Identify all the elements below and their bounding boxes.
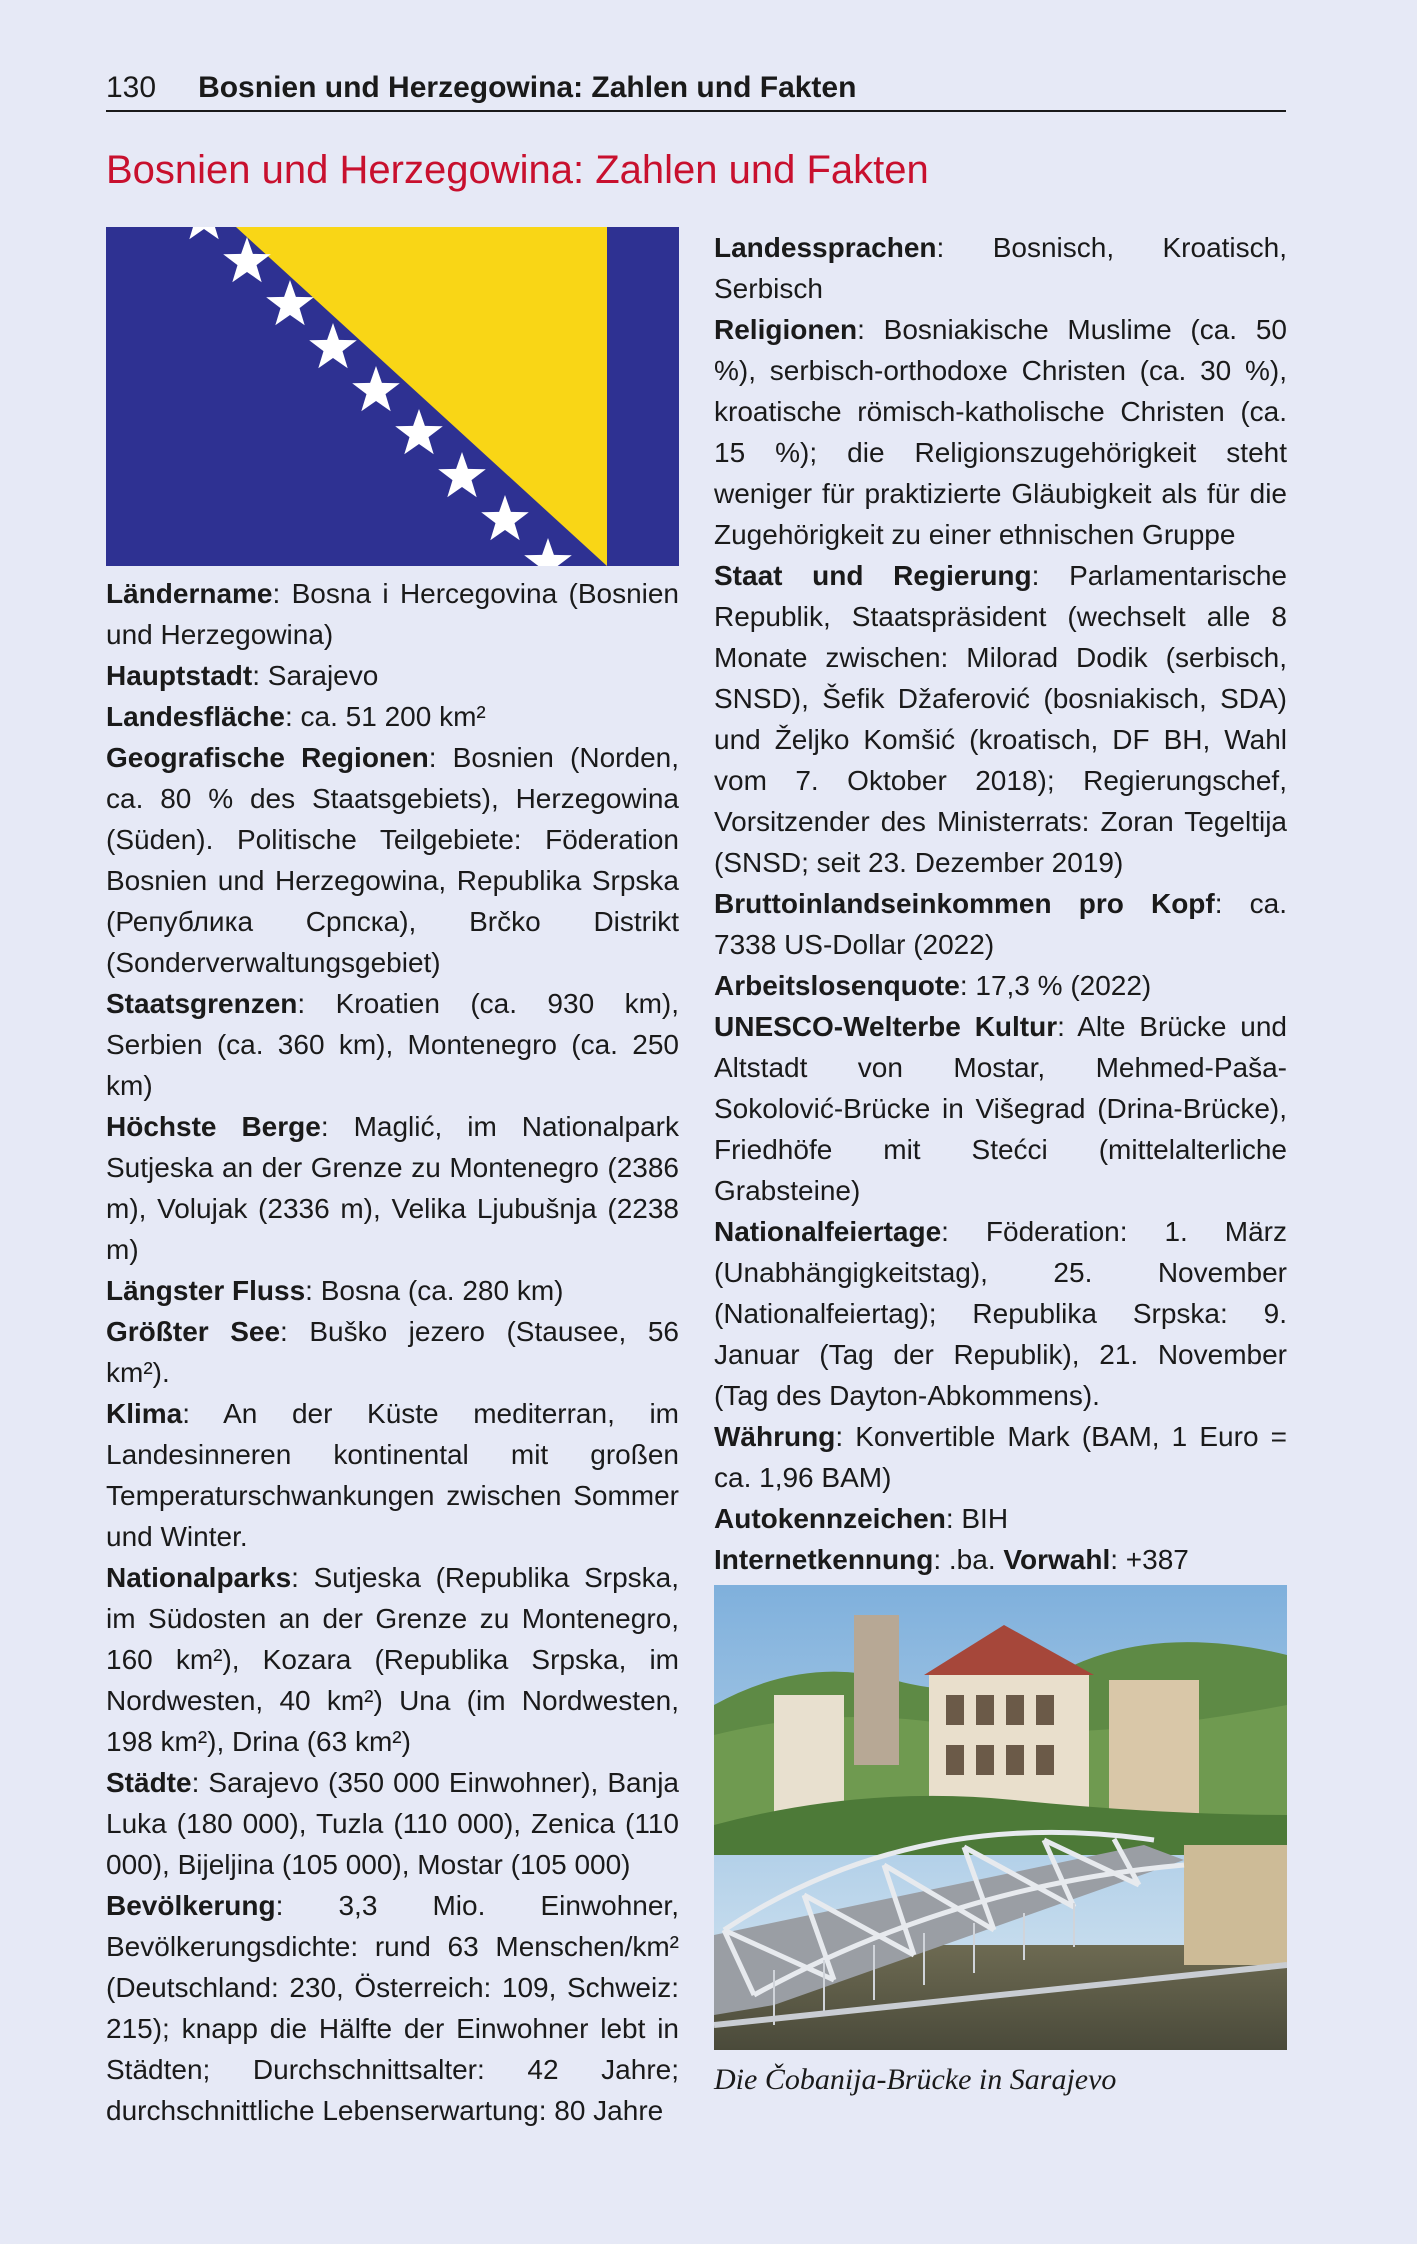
fact-key: Bevölkerung xyxy=(106,1890,276,1921)
right-fact-list xyxy=(714,227,1287,1539)
fact-text: : 17,3 % (2022) xyxy=(959,970,1152,1001)
fact-text: : Konvertible Mark (BAM, 1 Euro = ca. 1,96 BAM) xyxy=(714,1421,1287,1493)
fact-key: Arbeitslosenquote xyxy=(714,970,960,1001)
fact-entry xyxy=(106,1885,679,2131)
page-number: 130 xyxy=(106,71,157,104)
fact-key: Bruttoinlandseinkommen pro Kopf xyxy=(714,888,1215,919)
page-title: Bosnien und Herzegowina: Zahlen und Fakten xyxy=(106,148,929,192)
fact-entry xyxy=(106,1557,679,1762)
fact-entry xyxy=(714,883,1287,965)
fact-key: Ländername xyxy=(106,578,273,609)
fact-text: : Bosna i Hercegovina (Bosnien und Herzegowina) xyxy=(106,578,679,650)
fact-key: Hauptstadt xyxy=(106,660,253,691)
fact-text: : Bosnisch, Kroatisch, Serbisch xyxy=(714,232,1287,304)
fact-text: : Alte Brücke und Altstadt von Mostar, Mehmed-Paša-Sokolović-Brücke in Višegrad (Drina-Brücke), Friedhöfe mit Stećci (mittelalterliche Grabsteine) xyxy=(714,1011,1287,1206)
fact-text: : ca. 7338 US-Dollar (2022) xyxy=(714,888,1287,960)
fact-entry xyxy=(714,965,1287,1006)
fact-entry-internet xyxy=(714,1539,1287,1580)
fact-text: : Kroatien (ca. 930 km), Serbien (ca. 360 km), Montenegro (ca. 250 km) xyxy=(106,988,679,1101)
fact-entry xyxy=(106,1106,679,1270)
fact-entry xyxy=(714,227,1287,309)
fact-key: Religionen xyxy=(714,314,858,345)
fact-text: : 3,3 Mio. Einwohner, Bevölkerungsdichte: rund 63 Menschen/km² (Deutschland: 230, Österreich: 109, Schweiz: 215); knapp die Hälfte der Einwohner lebt in Städten; Durchschnittsalter: 42 Jahre; durchschnittliche Lebenserwartung: 80 Jahre xyxy=(106,1890,679,2126)
fact-entry xyxy=(106,1762,679,1885)
fact-text: : Sarajevo (350 000 Einwohner), Banja Luka (180 000), Tuzla (110 000), Zenica (110 000), Bijeljina (105 000), Mostar (105 000) xyxy=(106,1767,679,1880)
fact-entry xyxy=(714,1498,1287,1539)
right-column xyxy=(714,227,1287,2104)
fact-text: : Sarajevo xyxy=(252,660,379,691)
fact-text: : Bosna (ca. 280 km) xyxy=(305,1275,564,1306)
fact-key: Nationalparks xyxy=(106,1562,292,1593)
fact-entry xyxy=(714,1006,1287,1211)
fact-text: : An der Küste mediterran, im Landesinneren kontinental mit großen Temperaturschwankungen zwischen Sommer und Winter. xyxy=(106,1398,679,1552)
fact-key: Staatsgrenzen xyxy=(106,988,298,1019)
fact-entry xyxy=(106,1270,679,1311)
fact-entry xyxy=(106,737,679,983)
fact-key: Größter See xyxy=(106,1316,281,1347)
fact-entry xyxy=(106,1311,679,1393)
fact-key: Internetkennung xyxy=(714,1544,934,1575)
fact-key: UNESCO-Welterbe Kultur xyxy=(714,1011,1058,1042)
bosnia-flag-image xyxy=(106,227,679,566)
fact-key: Klima xyxy=(106,1398,183,1429)
fact-entry xyxy=(106,655,679,696)
fact-text: : Bosniakische Muslime (ca. 50 %), serbisch-orthodoxe Christen (ca. 30 %), kroatische römisch-katholische Christen (ca. 15 %); die Religionszugehörigkeit steht weniger für praktizierte Gläubigkeit als für die Zugehörigkeit zu einer ethnischen Gruppe xyxy=(714,314,1287,550)
bridge-photo-image xyxy=(714,1585,1287,2050)
fact-key: Währung xyxy=(714,1421,836,1452)
photo-caption: Die Čobanija-Brücke in Sarajevo xyxy=(714,2063,1117,2096)
fact-text: : BIH xyxy=(945,1503,1009,1534)
fact-key: Autokennzeichen xyxy=(714,1503,946,1534)
fact-text: : .ba. xyxy=(933,1544,1004,1575)
running-title: Bosnien und Herzegowina: Zahlen und Fakten xyxy=(198,71,857,104)
fact-entry xyxy=(106,983,679,1106)
fact-key: Längster Fluss xyxy=(106,1275,306,1306)
fact-entry xyxy=(714,309,1287,555)
running-head xyxy=(106,66,1286,112)
fact-entry xyxy=(106,573,679,655)
fact-text: : Maglić, im Nationalpark Sutjeska an der Grenze zu Montenegro (2386 m), Volujak (2336 m), Velika Ljubušnja (2238 m) xyxy=(106,1111,679,1265)
fact-text: : ca. 51 200 km² xyxy=(284,701,486,732)
fact-text: : Föderation: 1. März (Unabhängigkeitstag), 25. November (Nationalfeiertag); Republika Srpska: 9. Januar (Tag der Republik), 21. November (Tag des Dayton-Abkommens). xyxy=(714,1216,1287,1411)
left-column xyxy=(106,227,679,2131)
fact-key: Landesfläche xyxy=(106,701,285,732)
left-fact-list xyxy=(106,573,679,2131)
fact-key: Staat und Regierung xyxy=(714,560,1032,591)
fact-entry xyxy=(106,1393,679,1557)
fact-text: : Buško jezero (Stausee, 56 km²). xyxy=(106,1316,679,1388)
fact-entry xyxy=(714,1211,1287,1416)
fact-key: Nationalfeiertage xyxy=(714,1216,942,1247)
fact-key: Städte xyxy=(106,1767,192,1798)
fact-key: Geografische Regionen xyxy=(106,742,429,773)
fact-text: : Parlamentarische Republik, Staatspräsident (wechselt alle 8 Monate zwischen: Milorad Dodik (serbisch, SNSD), Šefik Džaferović (bosniakisch, SDA) und Željko Komšić (kroatisch, DF BH, Wahl vom 7. Oktober 2018); Regierungschef, Vorsitzender des Ministerrats: Zoran Tegeltija (SNSD; seit 23. Dezember 2019) xyxy=(714,560,1287,878)
fact-text: : Bosnien (Norden, ca. 80 % des Staatsgebiets), Herzegowina (Süden). Politische Teilgebiete: Föderation Bosnien und Herzegowina, Republika Srpska (Република Српска), Brčko Distrikt (Sonderverwaltungsgebiet) xyxy=(106,742,679,978)
fact-text: : Sutjeska (Republika Srpska, im Südosten an der Grenze zu Montenegro, 160 km²), Kozara (Republika Srpska, im Nordwesten, 40 km²) Una (im Nordwesten, 198 km²), Drina (63 km²) xyxy=(106,1562,679,1757)
fact-key: Vorwahl xyxy=(1003,1544,1111,1575)
fact-entry xyxy=(714,555,1287,883)
fact-entry xyxy=(106,696,679,737)
fact-text: : +387 xyxy=(1110,1544,1189,1575)
fact-key: Landessprachen xyxy=(714,232,937,263)
fact-entry xyxy=(714,1416,1287,1498)
fact-key: Höchste Berge xyxy=(106,1111,321,1142)
